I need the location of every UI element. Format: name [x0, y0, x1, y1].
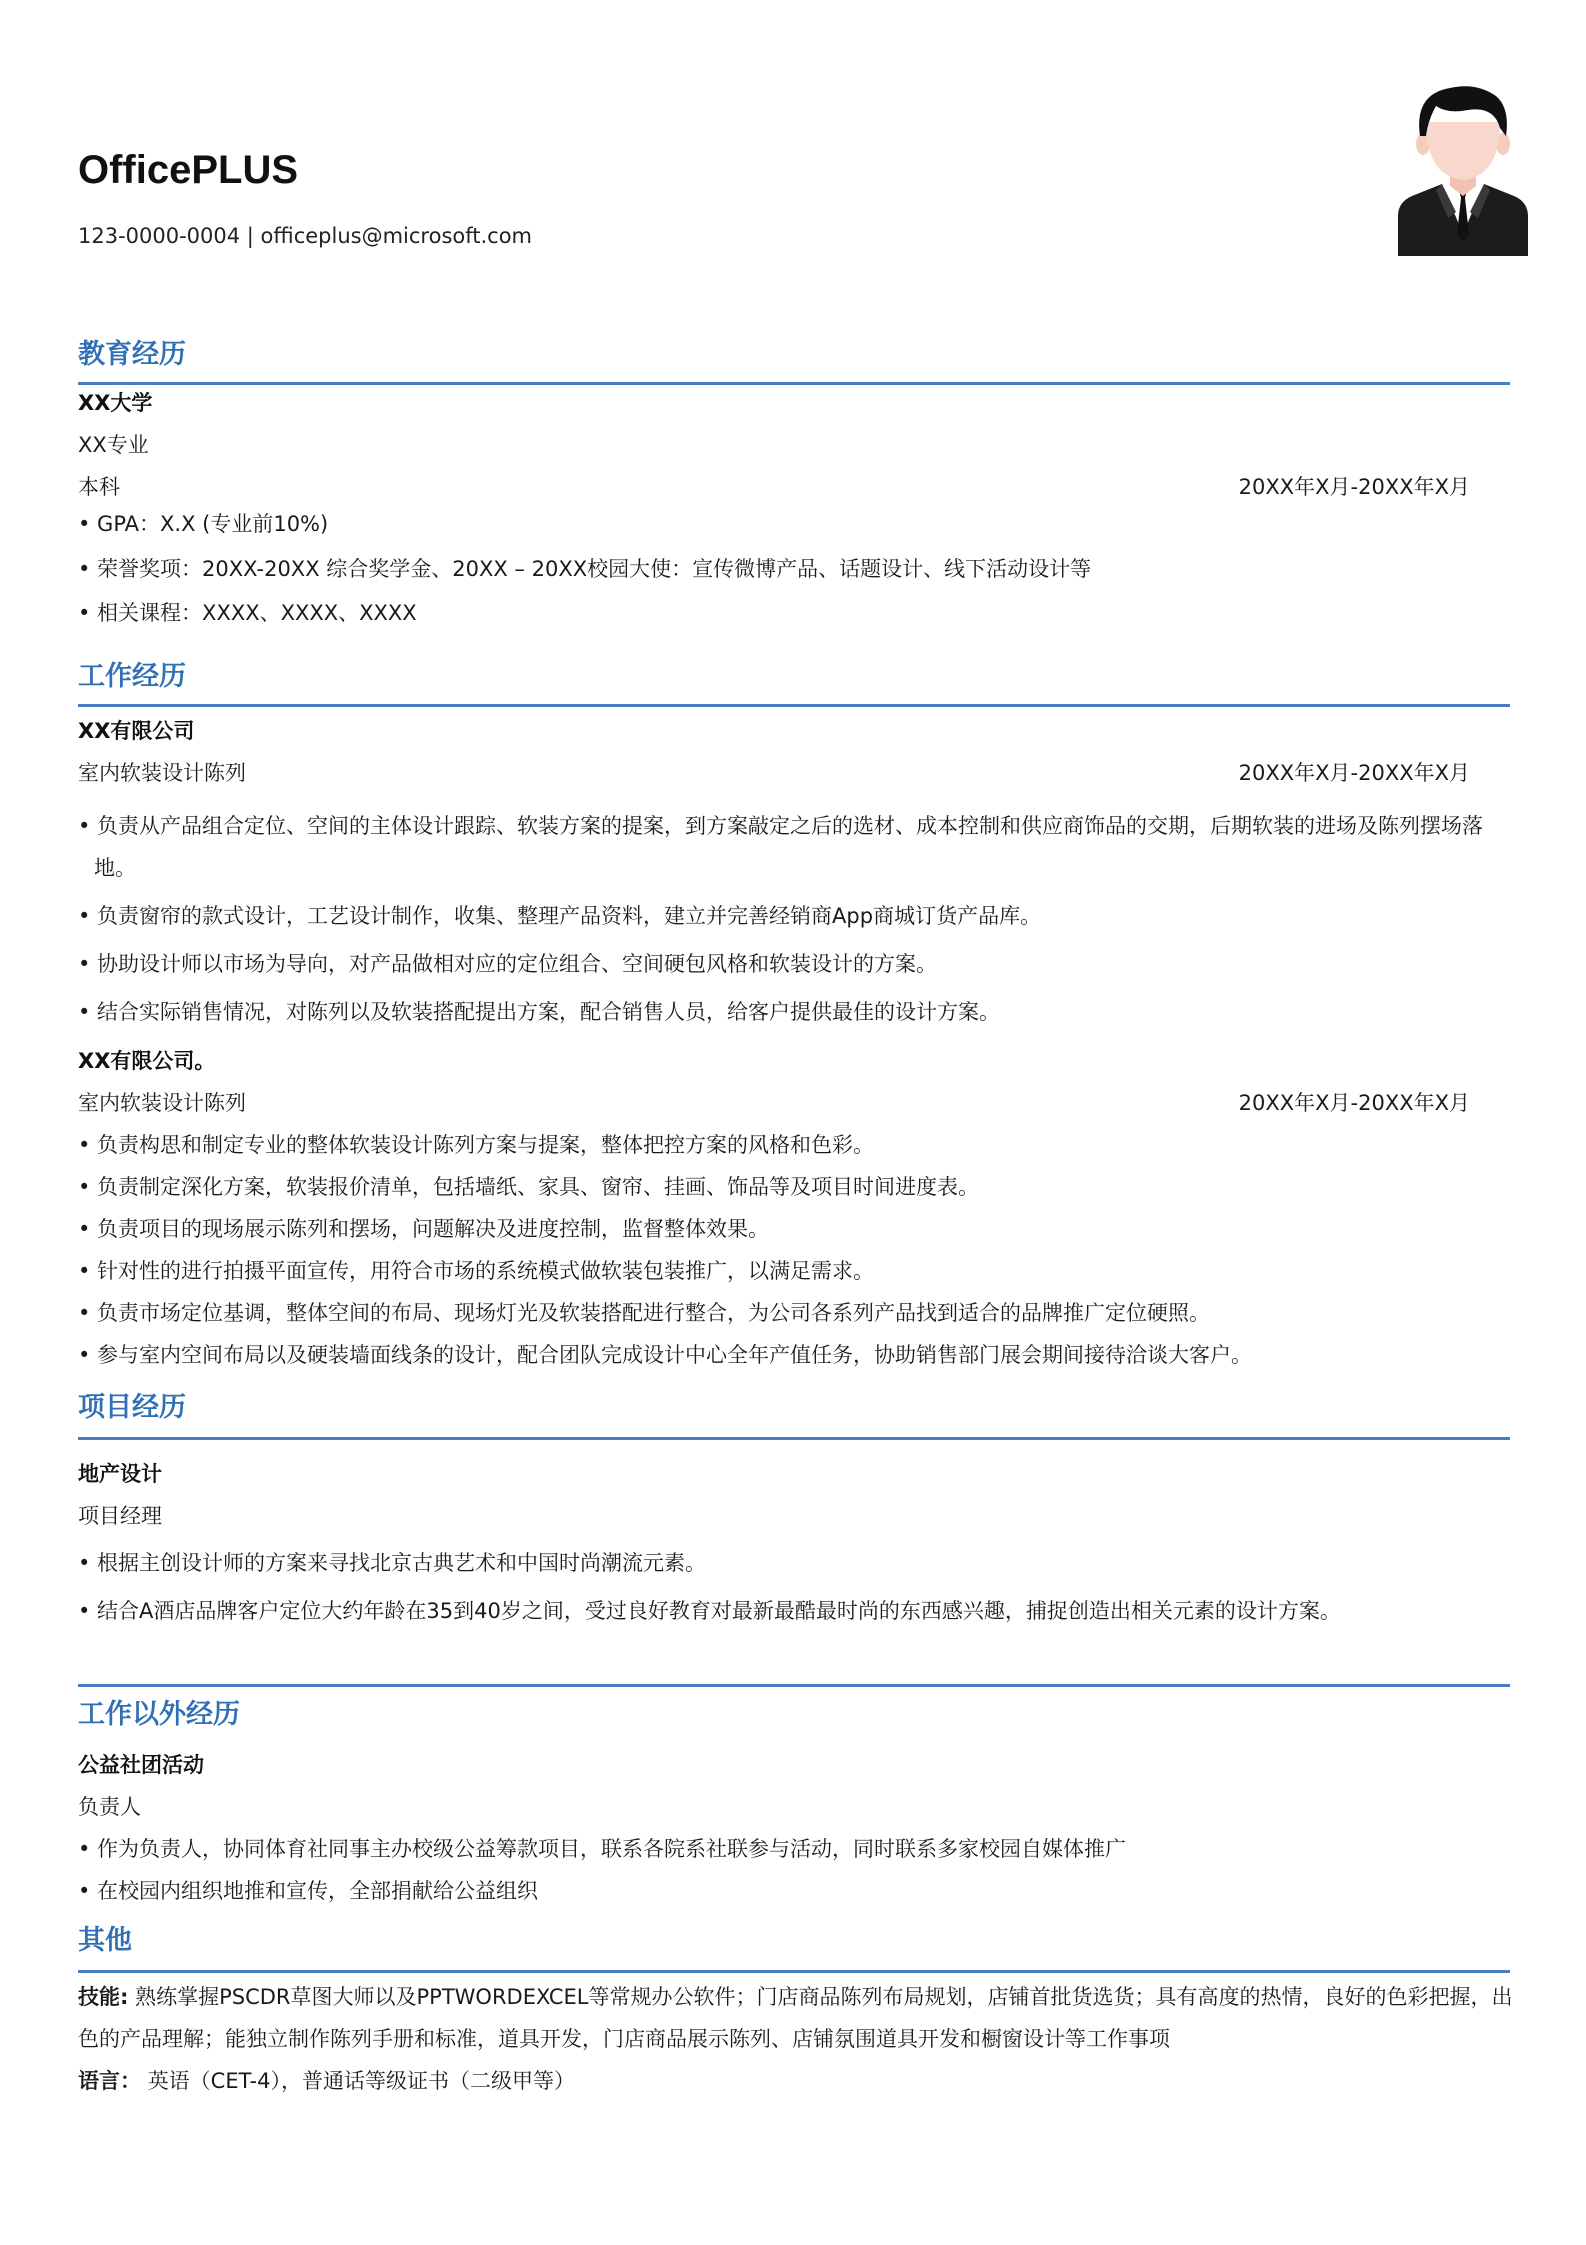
list-item: • 协助设计师以市场为导向，对产品做相对应的定位组合、空间硬包风格和软装设计的方案。 — [78, 952, 938, 976]
project-bullets — [78, 1542, 1518, 1632]
job-date: 20XX年X月-20XX年X月 — [1238, 761, 1470, 785]
language-line — [78, 2060, 1518, 2102]
section-divider — [78, 704, 1510, 707]
list-item: • 根据主创设计师的方案来寻找北京古典艺术和中国时尚潮流元素。 — [78, 1551, 707, 1575]
other-section — [78, 1922, 1513, 2093]
list-item: • 负责市场定位基调，整体空间的布局、现场灯光及软装搭配进行整合，为公司各系列产品找到适合的品牌推广定位硬照。 — [78, 1301, 1211, 1325]
list-item: • 负责构思和制定专业的整体软装设计陈列方案与提案，整体把控方案的风格和色彩。 — [78, 1133, 875, 1157]
skills-text: 熟练掌握PSCDR草图大师以及PPTWORDEXCEL等常规办公软件；门店商品陈列布局规划，店铺首批货选货；具有高度的热情，良好的色彩把握，出色的产品理解；能独立制作陈列手册和标准，道具开发，门店商品展示陈列、店铺氛围道具开发和橱窗设计等工作事项 — [78, 1985, 1513, 2051]
list-item: • 负责项目的现场展示陈列和摆场，问题解决及进度控制，监督整体效果。 — [78, 1217, 770, 1241]
company-name: XX有限公司。 — [78, 1049, 216, 1073]
other-title: 其他 — [78, 1925, 132, 1956]
list-item: • GPA：X.X (专业前10%) — [78, 512, 329, 536]
skills-block — [78, 1976, 1518, 2102]
work-section — [78, 658, 1510, 1367]
businessman-avatar-icon — [1398, 84, 1528, 256]
job-bullets — [78, 1124, 1518, 1376]
list-item: • 负责窗帘的款式设计，工艺设计制作，收集、整理产品资料，建立并完善经销商App商城订货产品库。 — [78, 904, 1042, 928]
degree: 本科 — [78, 475, 120, 499]
education-date: 20XX年X月-20XX年X月 — [1238, 475, 1470, 499]
projects-title: 项目经历 — [78, 1392, 186, 1423]
list-item: • 参与室内空间布局以及硬装墙面线条的设计，配合团队完成设计中心全年产值任务，协助销售部门展会期间接待洽谈大客户。 — [78, 1343, 1253, 1367]
job-bullets — [78, 805, 1518, 1033]
school-name: XX大学 — [78, 391, 153, 415]
projects-section — [78, 1389, 1510, 1623]
list-item: • 负责从产品组合定位、空间的主体设计跟踪、软装方案的提案，到方案敲定之后的选材、成本控制和供应商饰品的交期，后期软装的进场及陈列摆场落地。 — [78, 814, 1484, 880]
job-date: 20XX年X月-20XX年X月 — [1238, 1091, 1470, 1115]
language-text: 英语（CET-4），普通话等级证书（二级甲等） — [147, 2069, 575, 2093]
list-item: • 作为负责人，协同体育社同事主办校级公益筹款项目，联系各院系社联参与活动，同时联系多家校园自媒体推广 — [78, 1837, 1127, 1861]
major: XX专业 — [78, 433, 149, 457]
activity-name: 公益社团活动 — [78, 1753, 204, 1777]
list-item: • 负责制定深化方案，软装报价清单，包括墙纸、家具、窗帘、挂画、饰品等及项目时间进度表。 — [78, 1175, 980, 1199]
project-name: 地产设计 — [78, 1462, 162, 1486]
section-divider — [78, 1970, 1510, 1973]
list-item: • 相关课程：XXXX、XXXX、XXXX — [78, 601, 417, 625]
list-item: • 结合实际销售情况，对陈列以及软装搭配提出方案，配合销售人员，给客户提供最佳的设计方案。 — [78, 1000, 1001, 1024]
skills-label: 技能: — [78, 1985, 129, 2009]
activity-bullets — [78, 1828, 1518, 1912]
project-role: 项目经理 — [78, 1504, 162, 1528]
contact-info: 123-0000-0004 | officeplus@microsoft.com — [78, 224, 533, 248]
skills-line — [78, 1976, 1518, 2060]
list-item: • 针对性的进行拍摄平面宣传，用符合市场的系统模式做软装包装推广，以满足需求。 — [78, 1259, 875, 1283]
language-label: 语言： — [78, 2069, 141, 2093]
list-item: • 在校园内组织地推和宣传，全部捐献给公益组织 — [78, 1879, 539, 1903]
education-title: 教育经历 — [78, 339, 186, 370]
job-role: 室内软装设计陈列 — [78, 761, 246, 785]
list-item: • 荣誉奖项：20XX-20XX 综合奖学金、20XX – 20XX校园大使：宣传微博产品、话题设计、线下活动设计等 — [78, 557, 1092, 581]
activity-role: 负责人 — [78, 1795, 141, 1819]
company-name: XX有限公司 — [78, 719, 195, 743]
candidate-name: OfficePLUS — [78, 148, 299, 192]
extra-title: 工作以外经历 — [78, 1699, 240, 1730]
section-divider — [78, 1437, 1510, 1440]
section-divider — [78, 382, 1510, 385]
education-section — [78, 336, 1510, 625]
job-role: 室内软装设计陈列 — [78, 1091, 246, 1115]
education-bullets — [78, 503, 1518, 634]
work-title: 工作经历 — [78, 661, 186, 692]
list-item: • 结合A酒店品牌客户定位大约年龄在35到40岁之间，受过良好教育对最新最酷最时尚的东西感兴趣，捕捉创造出相关元素的设计方案。 — [78, 1599, 1341, 1623]
section-divider — [78, 1684, 1510, 1687]
